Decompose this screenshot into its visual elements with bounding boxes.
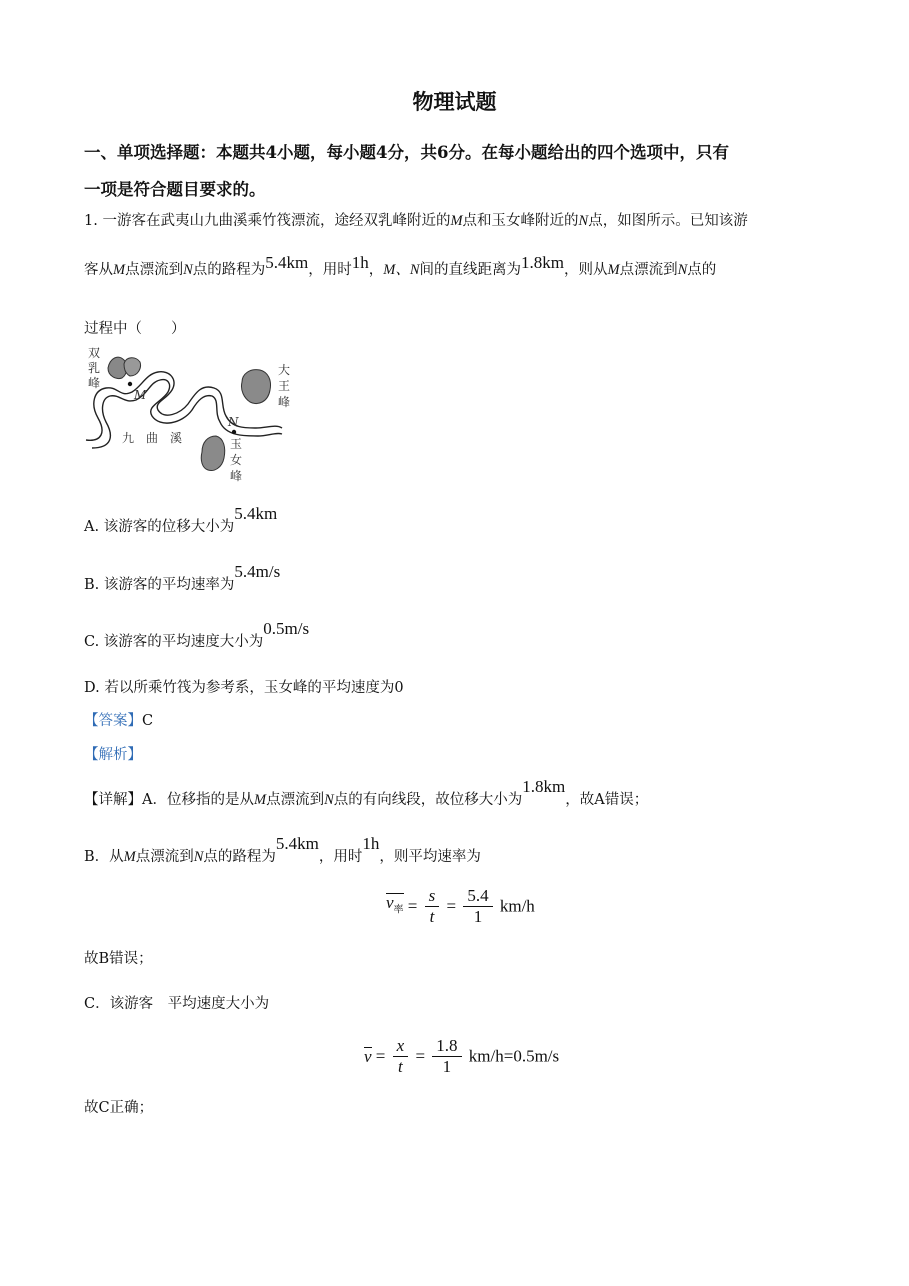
shuangru-label: 峰 xyxy=(88,376,101,390)
option-b xyxy=(84,562,281,594)
analysis-text: 点漂流到 xyxy=(135,849,194,865)
option-d: D. 若以所乘竹筏为参考系，玉女峰的平均速度为0 xyxy=(84,680,404,696)
formula-fraction-values xyxy=(432,1036,461,1077)
formula-denominator: 1 xyxy=(473,907,483,926)
point-n-label: N xyxy=(183,262,193,278)
analysis-text: ，故A错误； xyxy=(565,792,649,808)
question-text: 间的直线距离为 xyxy=(419,262,521,278)
option-a-value: 5.4km xyxy=(234,504,278,523)
option-b-text: B. 该游客的平均速率为 xyxy=(84,577,235,593)
distance-value: 5.4km xyxy=(275,834,319,853)
analysis-text: 点漂流到 xyxy=(266,792,325,808)
formula-v: v xyxy=(386,893,394,913)
point-n-label: N xyxy=(677,262,688,278)
displacement-value: 1.8km xyxy=(522,777,566,796)
question-text: ，则从 xyxy=(563,262,608,278)
shuangru-label: 双 xyxy=(88,346,101,360)
analysis-text: 点的有向线段，故位移大小为 xyxy=(333,792,523,808)
formula-denominator: t xyxy=(429,907,435,926)
time-value: 1h xyxy=(362,834,380,853)
answer-tag: 【答案】 xyxy=(84,713,142,729)
question-line3: 过程中（ ） xyxy=(84,321,186,337)
yunv-peak-icon xyxy=(201,436,224,471)
dawang-label: 峰 xyxy=(278,395,291,409)
analysis-text: B．从 xyxy=(84,849,124,865)
analysis-text: A．位移指的是从 xyxy=(142,792,254,808)
point-m-label: M xyxy=(253,792,267,808)
question-text: 点的 xyxy=(687,262,717,278)
formula-numerator: x xyxy=(393,1036,409,1057)
question-text: 客从 xyxy=(84,262,113,278)
section-heading-line2: 一项是符合题目要求的。 xyxy=(84,180,266,199)
analysis-line-c: C．该游客 平均速度大小为 xyxy=(84,996,270,1012)
formula-unit: km/h=0.5m/s xyxy=(468,1046,560,1066)
question-line2 xyxy=(84,253,717,279)
formula-unit: km/h xyxy=(499,896,535,916)
dawang-label: 王 xyxy=(278,379,291,393)
distance-value: 5.4km xyxy=(265,253,309,272)
figure-point-n: N xyxy=(228,415,239,429)
question-text: 点，如图所示。已知该游 xyxy=(588,213,748,229)
point-n-label: N xyxy=(193,849,204,865)
point-n-label: N xyxy=(578,213,589,229)
question-text: 1. 一游客在武夷山九曲溪乘竹筏漂流，途经双乳峰附近的 xyxy=(84,213,451,229)
option-b-value: 5.4m/s xyxy=(234,562,281,581)
question-text: ，用时 xyxy=(308,262,352,278)
formula-subscript: 率 xyxy=(393,904,404,916)
answer-value: C xyxy=(142,713,154,729)
point-m-label: M xyxy=(450,213,463,229)
yunv-label: 玉 xyxy=(230,437,243,451)
section-heading-line1: 一、单项选择题：本题共4小题，每小题4分，共6分。在每小题给出的四个选项中，只有 xyxy=(84,143,729,162)
formula-average-velocity: v = $\frac{x}{t}$ = $\frac{1.8}{1}$ km/h=0.5m/s xyxy=(364,1036,560,1076)
question-text: 点漂流到 xyxy=(125,262,184,278)
point-n-marker xyxy=(232,430,236,434)
shuangru-peak-icon xyxy=(108,357,141,378)
formula-numerator: s xyxy=(425,886,440,907)
dawang-peak-icon xyxy=(241,370,270,404)
point-m-label: M xyxy=(607,262,620,278)
analysis-text: ，则平均速率为 xyxy=(379,849,481,865)
question-text: ， xyxy=(368,262,384,278)
formula-denominator: 1 xyxy=(442,1057,452,1076)
page-title: 物理试题 xyxy=(412,89,497,114)
option-c xyxy=(84,619,310,651)
point-n-label: N xyxy=(324,792,334,808)
line-distance-value: 1.8km xyxy=(521,253,564,272)
formula-v: v xyxy=(364,1047,372,1066)
point-m-marker xyxy=(128,382,132,386)
option-a xyxy=(84,504,278,536)
option-a-text: A. 该游客的位移大小为 xyxy=(84,519,235,535)
detail-tag: 【详解】 xyxy=(84,792,142,808)
analysis-tag: 【解析】 xyxy=(84,747,142,763)
analysis-b-conclusion: 故B错误； xyxy=(84,951,153,967)
formula-numerator: 1.8 xyxy=(432,1036,461,1057)
formula-numerator: 5.4 xyxy=(463,886,492,907)
point-m-label: M xyxy=(123,849,136,865)
formula-fraction-x-t xyxy=(393,1036,409,1077)
jiuqu-label: 九 曲 溪 xyxy=(122,431,183,445)
option-c-text: C. 该游客的平均速度大小为 xyxy=(84,634,264,650)
analysis-text: 点的路程为 xyxy=(203,849,276,865)
analysis-c-conclusion: 故C正确； xyxy=(84,1100,154,1116)
river-map-figure xyxy=(84,344,294,484)
yunv-label: 女 xyxy=(230,453,243,467)
formula-fraction-values xyxy=(463,886,492,927)
dawang-label: 大 xyxy=(278,363,291,377)
formula-fraction-s-t xyxy=(425,886,440,927)
formula-speed-symbol xyxy=(386,893,404,919)
analysis-line-a xyxy=(84,777,649,809)
question-text: 点的路程为 xyxy=(192,262,266,278)
question-text: 点漂流到 xyxy=(619,262,678,278)
analysis-line-b xyxy=(84,834,481,866)
shuangru-label: 乳 xyxy=(88,361,101,375)
formula-average-speed: $v_率$ = $\frac{s}{t}$ = $\frac{5.4}{1}$ km/h xyxy=(386,886,535,926)
analysis-text: ，用时 xyxy=(318,849,363,865)
time-value: 1h xyxy=(351,253,369,272)
question-line1 xyxy=(84,209,748,230)
formula-denominator: t xyxy=(398,1057,403,1076)
option-c-value: 0.5m/s xyxy=(263,619,310,638)
answer-line xyxy=(84,709,153,730)
figure-point-m: M xyxy=(134,388,147,402)
points-mn-label: M、N xyxy=(383,262,420,278)
question-text: 点和玉女峰附近的 xyxy=(462,213,579,229)
point-m-label: M xyxy=(113,262,126,278)
yunv-label: 峰 xyxy=(230,469,243,483)
